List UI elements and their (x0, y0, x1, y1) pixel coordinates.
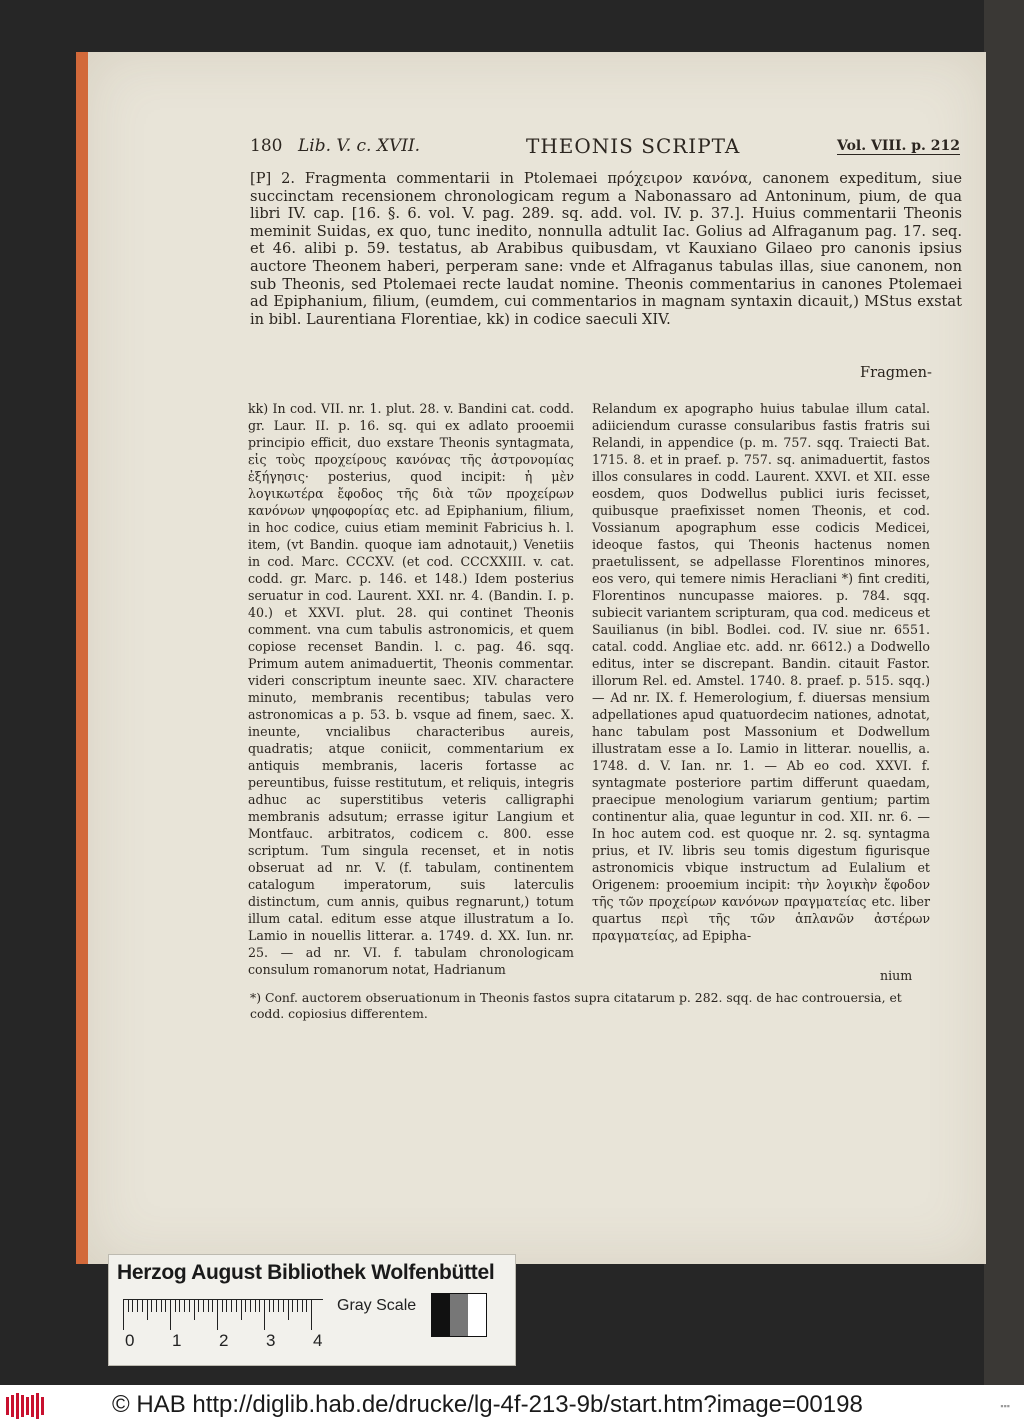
footnote-left-column: kk) In cod. VII. nr. 1. plut. 28. v. Bandini cat. codd. gr. Laur. II. p. 16. sq. qui ex adlato prooemii principio efficit, duo exstare Theonis syntagmata, εἰς τοὺς προχείρους κανόνας τῆς ἀστρονομίας ἐξήγησις· posterius, quod incipit: ἡ μὲν λογικωτέρα ἔφοδος τῆς διὰ τῶν προχείρων κανόνων ψηφοφορίας etc. ad Epiphanium, filium, in hoc codice, cuius etiam meminit Fabricius h. l. item, (vt Bandin. quoque iam adnotauit,) Venetiis in cod. Marc. CCCXV. (et cod. CCCXXIII. v. cat. codd. gr. Marc. p. 146. et 148.) Idem posterius seruatur in cod. Laurent. XXI. nr. 4. (Bandin. I. p. 40.) et XXVI. plut. 28. qui continet Theonis comment. vna cum tabulis astronomicis, et quem copiose recenset Bandin. l. c. pag. 46. sqq. Primum autem animaduertit, Theonis commentar. videri conscriptum ineunte saec. XIV. charactere minuto, membranis recentibus; tabulas vero astronomicas a p. 53. b. vsque ad finem, saec. X. ineunte, vncialibus characteribus aureis, quadratis; atque coniicit, commentarium ex antiquis membranis, laceris fortasse ac pereuntibus, fuisse restitutum, et reliquis, integris adhuc ac superstitibus veteris calligraphi membranis adsutum; errasse igitur Langium et Montfauc. arbitratos, codicem c. 800. esse scriptum. Tum singula recenset, et in notis obseruat ad nr. V. (f. tabulam, continentem catalogum imperatorum, suis laterculis distinctum, cum annis, quibus regnarunt,) totum illum catal. editum esse atque illustratum a Io. Lamio in nouellis litterar. a. 1749. d. XX. Iun. nr. 25. — ad nr. VI. f. tabulam chronologicam consulum romanorum notat, Hadrianum (248, 401, 574, 977)
institution-name: Herzog August Bibliothek Wolfenbüttel (117, 1261, 495, 1284)
ruler-tick (208, 1300, 209, 1312)
ruler-tick (128, 1300, 129, 1312)
ruler-tick (147, 1300, 148, 1320)
footnote-bottom: *) Conf. auctorem obseruationum in Theonis fastos supra citatarum p. 282. sqq. de hac controuersia, et codd. copiosius differentem. (250, 990, 902, 1021)
ruler-tick (189, 1300, 190, 1312)
copyright-url-link[interactable]: © HAB http://diglib.hab.de/drucke/lg-4f-213-9b/start.htm?image=00198 (112, 1391, 863, 1418)
footnote-right-column: Relandum ex apographo huius tabulae illum catal. adiiciendum curasse consularibus fastis fratris sui Relandi, in appendice (p. m. 757. sqq. Traiecti Bat. 1715. 8. et in praef. p. 757. sq. animaduertit, fastos illos consulares in codd. Laurent. XXVI. et XII. esse eosdem, quos Dodwellus publici iuris fecisset, quibusque praefixisset nomen Theonis, et cod. Vossianum apographum esse codicis Medicei, ideoque fastos, qui Theonis hactenus nomen praetulissent, se adpellasse Florentinos minores, eos vero, qui temere nimis Heracliani *) fint crediti, Florentinos nuncupasse maiores. p. 784. sqq. subiecit variantem scripturam, qua cod. mediceus et Sauilianus (in bibl. Bodlei. cod. IV. siue nr. 6551. catal. codd. Angliae etc. add. nr. 6612.) a Dodwello editus, inter se discrepant. Bandin. citauit Fastor. illorum Rel. ed. Amstel. 1740. 8. praef. p. 515. sqq.) — Ad nr. IX. f. Hemerologium, f. diuersas mensium adpellationes apud quatuordecim nationes, adnotat, hanc tabulam post Massonium et Dodwellum illustratam esse a Io. Lamio in litterar. nouellis, a. 1748. d. V. Ian. nr. 1. — Ab eo cod. XXVI. f. syntagmate posteriore partim differunt quaedam, praecipue menologium variarum gentium; partim continentur alia, quae leguntur in cod. XII. nr. 6. — In hoc autem cod. est quoque nr. 2. sq. syntagma prius, et IV. libris seu tomis digestum figurisque astronomicis vbique instructum ad Eulalium et Origenem: prooemium incipit: τὴν λογικὴν ἔφοδον τῆς τῶν προχείρων κανόνων πραγματείας etc. liber quartus περὶ τῆς τῶν ἁπλανῶν ἀστέρων πραγματείας, ad Epipha- (592, 401, 930, 943)
swatch-gray (450, 1294, 468, 1336)
ruler-tick (245, 1300, 246, 1312)
gray-scale-swatches (431, 1293, 487, 1337)
ruler-tick (255, 1300, 256, 1312)
page-number: 180 (250, 136, 283, 156)
ruler-tick (288, 1300, 289, 1320)
ruler-tick (222, 1300, 223, 1312)
ruler-tick (212, 1300, 213, 1312)
ruler-tick (156, 1300, 157, 1312)
ruler-tick (151, 1300, 152, 1312)
volume-reference: Vol. VIII. p. 212 (837, 138, 960, 154)
footer-bar (0, 1385, 1024, 1428)
ruler-tick (123, 1300, 124, 1330)
swatch-white (468, 1294, 486, 1336)
ruler-number: 3 (266, 1331, 276, 1350)
ruler-tick (226, 1300, 227, 1312)
main-paragraph: [P] 2. Fragmenta commentarii in Ptolemaei πρόχειρον κανόνα, canonem expeditum, siue succinctam recensionem chronologicam regum a Nabonassaro ad Antoninum, pium, de qua libri IV. cap. [16. §. 6. vol. V. pag. 289. sq. add. vol. IV. p. 37.]. Huius commentarii Theonis meminit Suidas, ex quo, tunc inedito, nonnulla adtulit Iac. Golius ad Alfraganum pag. 17. seq. et 46. alibi p. 59. testatus, ab Arabibus quibusdam, vt Kauxiano Gilaeo pro canonis ipsius auctore Theonem haberi, perperam sane: vnde et Alfraganus tabulas illas, siue canonem, non sub Theonis, sed Ptolemaei recte laudat nomine. Theonis commentarius in canones Ptolemaei ad Epiphanium, filium, (eumdem, cui commentarios in magnam syntaxin dicauit,) MStus exstat in bibl. Laurentiana Florentiae, kk) in codice saeculi XIV. (250, 170, 962, 328)
ruler-tick (175, 1300, 176, 1312)
ruler-tick (184, 1300, 185, 1312)
hab-logo-icon (6, 1393, 46, 1419)
ruler-tick (217, 1300, 218, 1330)
ruler-tick (283, 1300, 284, 1312)
ruler-tick (273, 1300, 274, 1312)
ruler-tick (198, 1300, 199, 1312)
ruler-tick (292, 1300, 293, 1312)
ruler-tick (250, 1300, 251, 1312)
ruler-tick (165, 1300, 166, 1312)
footnote-catchword: nium (880, 968, 913, 983)
ruler-tick (203, 1300, 204, 1312)
ruler-tick (311, 1300, 312, 1330)
ruler-tick (297, 1300, 298, 1312)
ruler-number: 1 (172, 1331, 182, 1350)
ruler-tick (179, 1300, 180, 1312)
ruler-tick (236, 1300, 237, 1312)
ruler-tick (142, 1300, 143, 1312)
swatch-black (432, 1294, 450, 1336)
library-label-card (108, 1254, 516, 1366)
ruler-tick (259, 1300, 260, 1312)
ruler-tick (269, 1300, 270, 1312)
running-header (250, 136, 960, 166)
ruler-tick (194, 1300, 195, 1320)
footer-dots: ▪▪▪ (1000, 1401, 1010, 1411)
ruler-tick (302, 1300, 303, 1312)
ruler-number: 2 (219, 1331, 229, 1350)
ruler-tick (278, 1300, 279, 1312)
adjacent-page-edge (984, 0, 1024, 1385)
ruler-tick (264, 1300, 265, 1330)
ruler-tick (132, 1300, 133, 1312)
section-reference: Lib. V. c. XVII. (298, 136, 421, 156)
ruler-number: 0 (125, 1331, 135, 1350)
catchword: Fragmen- (860, 364, 932, 381)
ruler-number: 4 (313, 1331, 323, 1350)
ruler-tick (137, 1300, 138, 1312)
ruler-tick (241, 1300, 242, 1320)
ruler-tick (170, 1300, 171, 1330)
page-title: THEONIS SCRIPTA (526, 134, 741, 158)
ruler-tick (231, 1300, 232, 1312)
ruler-tick (306, 1300, 307, 1312)
ruler-tick (161, 1300, 162, 1312)
gray-scale-label: Gray Scale (337, 1297, 417, 1314)
